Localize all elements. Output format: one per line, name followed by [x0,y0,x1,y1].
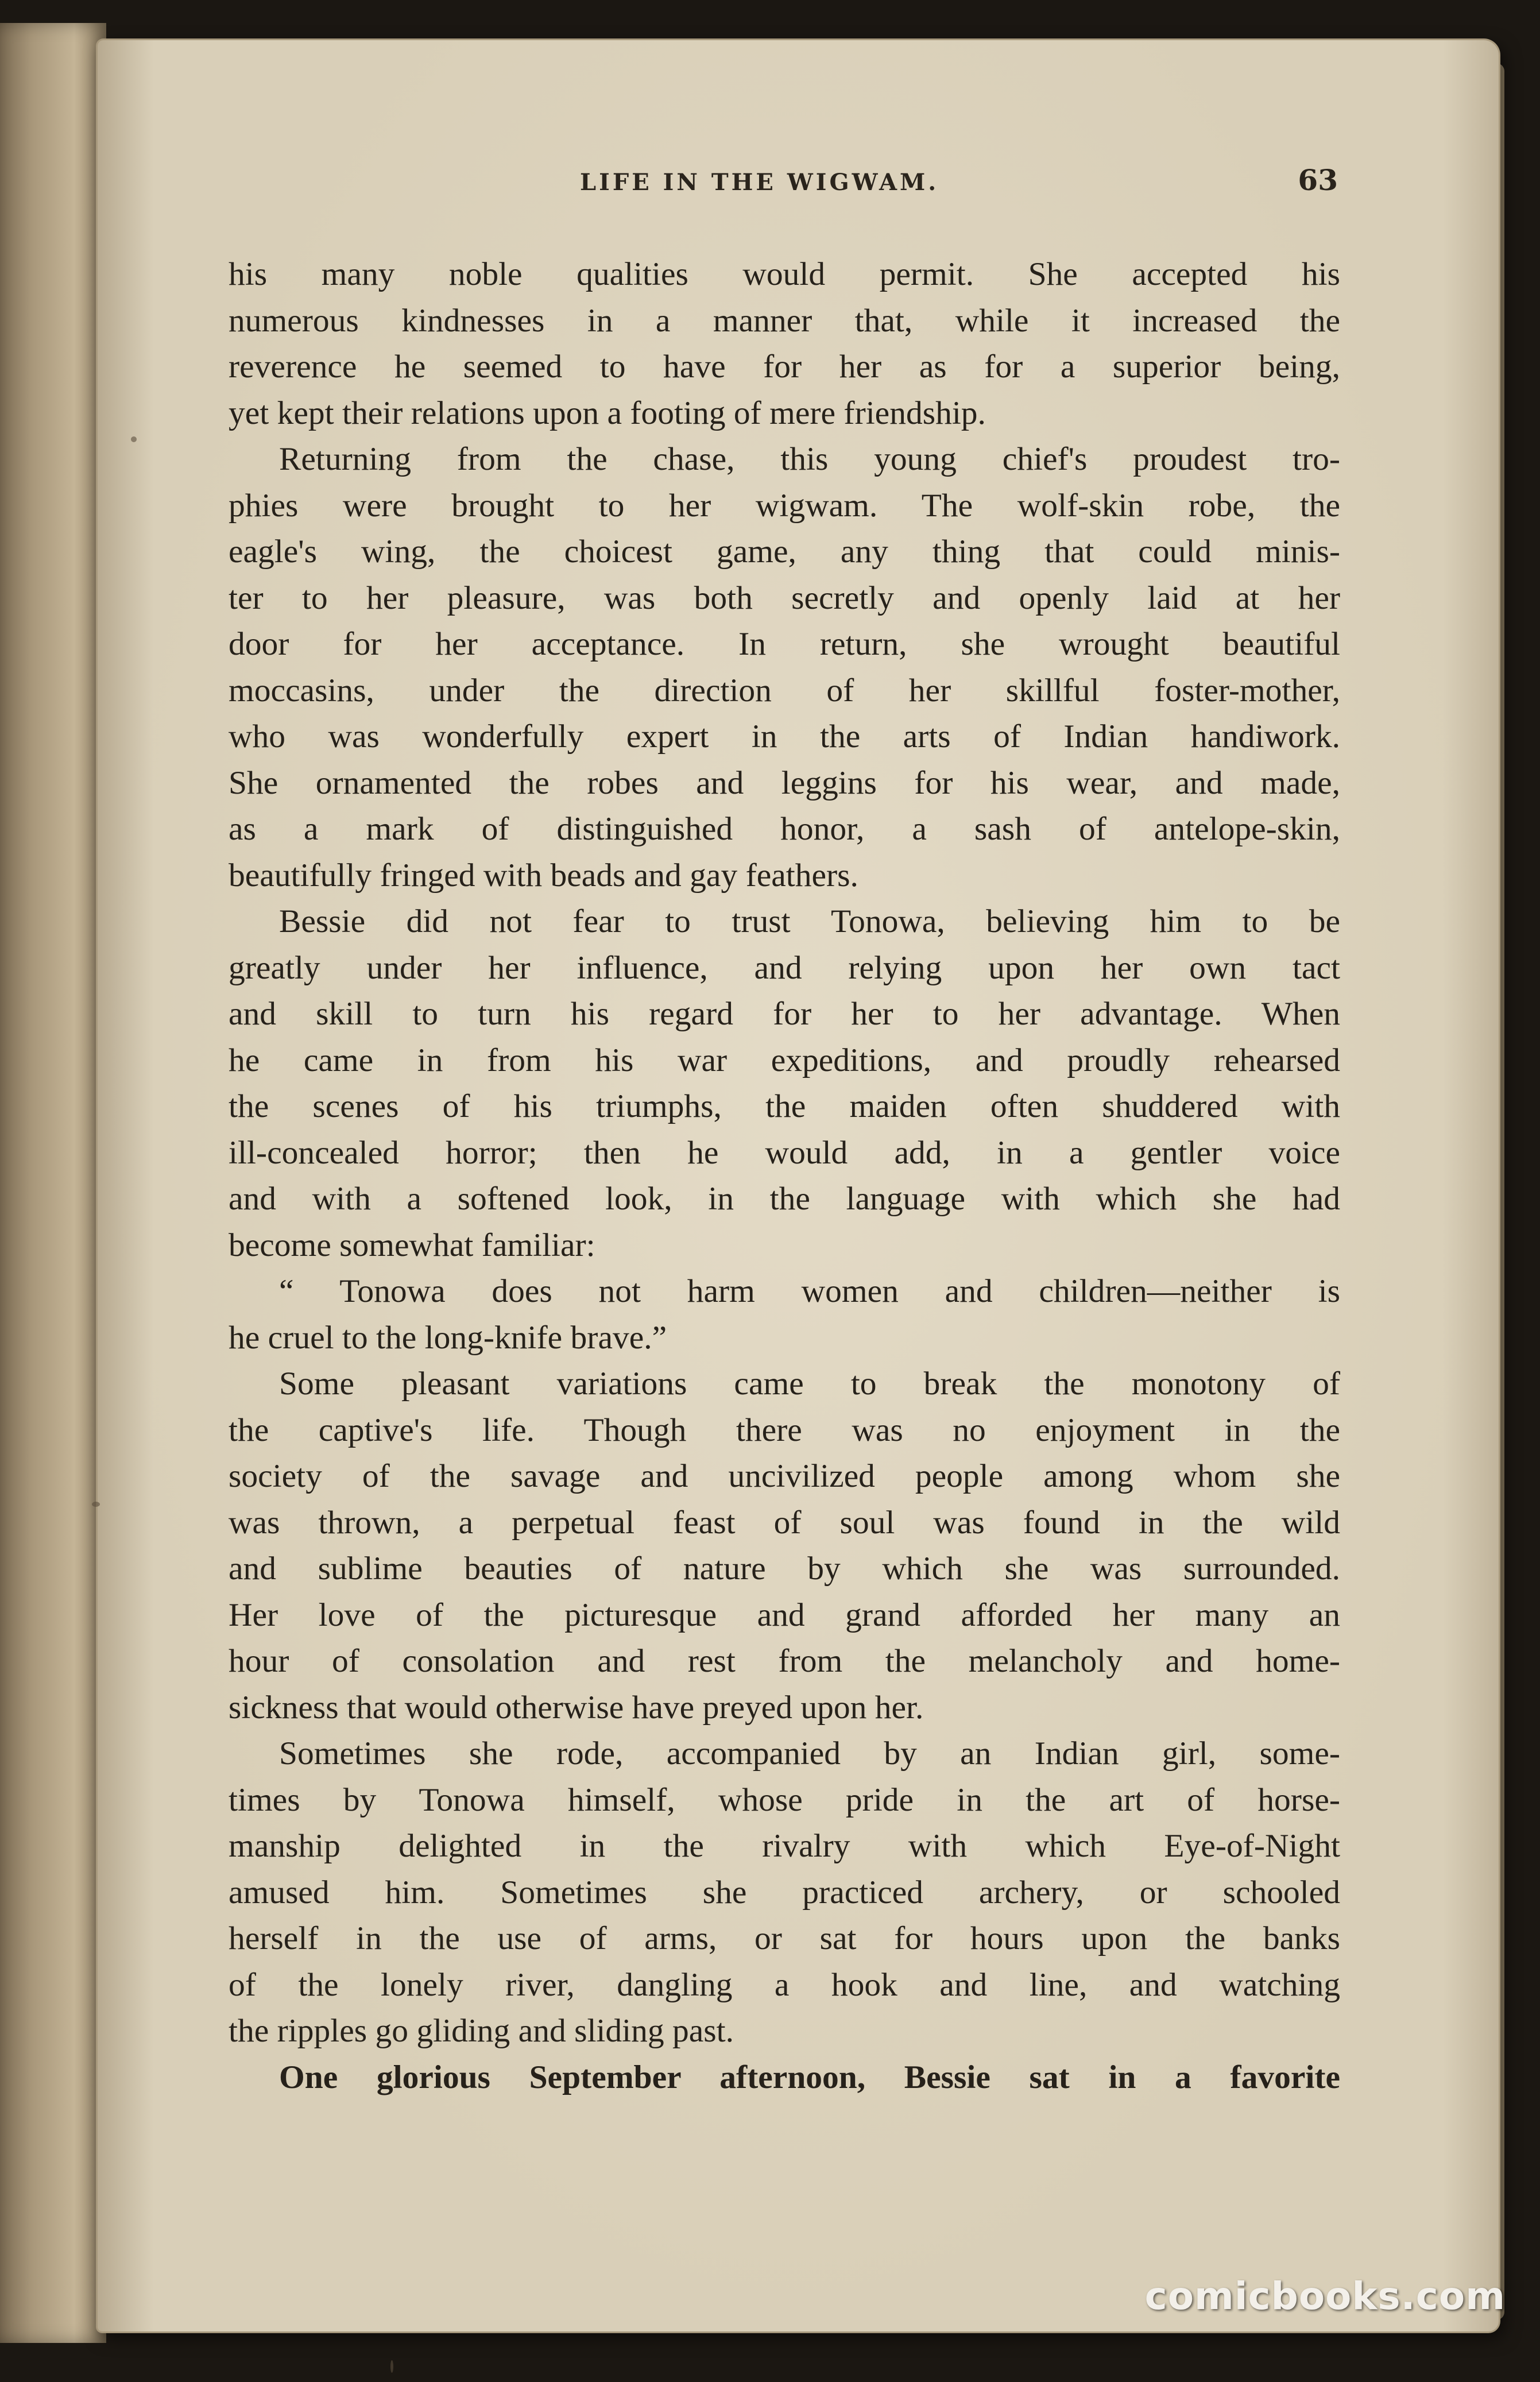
text-line: herself in the use of arms, or sat for hours upon the banks [229,1920,1340,1956]
text-line: reverence he seemed to have for her as for a superior being, [229,349,1340,385]
text-line: and sublime beauties of nature by which she was surrounded. [229,1550,1340,1587]
text-line: beautifully fringed with beads and gay feathers. [229,857,858,894]
text-line: Returning from the chase, this young chief's proudest tro- [279,441,1340,477]
text-line: door for her acceptance. In return, she wrought beautiful [229,626,1340,662]
text-line: of the lonely river, dangling a hook and line, and watching [229,1966,1340,2003]
text-line: ill-concealed horror; then he would add, in a gentler voice [229,1134,1340,1171]
text-line: hour of consolation and rest from the melancholy and home- [229,1643,1340,1679]
text-line: become somewhat familiar: [229,1227,595,1263]
text-line: greatly under her influence, and relying upon her own tact [229,949,1340,986]
text-line: who was wonderfully expert in the arts of Indian handiwork. [229,718,1340,755]
text-line: amused him. Sometimes she practiced archery, or schooled [229,1874,1340,1911]
text-line: the ripples go gliding and sliding past. [229,2013,734,2049]
running-head-title: LIFE IN THE WIGWAM. [580,169,939,196]
text-line: yet kept their relations upon a footing of mere friendship. [229,395,986,431]
facing-page-edge [0,23,106,2343]
body-text [229,252,1340,2101]
text-line: he cruel to the long-knife brave.” [229,1319,667,1356]
text-line: numerous kindnesses in a manner that, while it increased the [229,302,1340,339]
text-line: ter to her pleasure, was both secretly and openly laid at her [229,579,1340,616]
paper-speck [92,1502,100,1507]
text-line: phies were brought to her wigwam. The wolf-skin robe, the [229,487,1340,524]
text-line: “ Tonowa does not harm women and children—neither is [279,1273,1340,1309]
text-line: society of the savage and uncivilized people among whom she [229,1458,1340,1494]
text-line: and with a softened look, in the language with which she had [229,1181,1340,1217]
text-line: Some pleasant variations came to break the monotony of [279,1366,1340,1402]
text-line: She ornamented the robes and leggins for his wear, and made, [229,764,1340,801]
text-line: he came in from his war expeditions, and proudly rehearsed [229,1042,1340,1078]
running-head [230,165,1338,206]
paper-speck [131,436,137,442]
text-line: his many noble qualities would permit. She accepted his [229,256,1340,292]
text-line: times by Tonowa himself, whose pride in the art of horse- [229,1781,1340,1818]
text-line: One glorious September afternoon, Bessie sat in a favorite [279,2059,1340,2095]
watermark-text: comicbooks.com [1144,2274,1506,2318]
text-line: as a mark of distinguished honor, a sash of antelope-skin, [229,811,1340,847]
text-line: manship delighted in the rivalry with which Eye-of-Night [229,1828,1340,1864]
text-line: sickness that would otherwise have preyed upon her. [229,1689,924,1726]
text-line: moccasins, under the direction of her skillful foster-mother, [229,672,1340,709]
text-line: the captive's life. Though there was no enjoyment in the [229,1412,1340,1448]
text-line: the scenes of his triumphs, the maiden often shuddered with [229,1088,1340,1124]
text-line: Bessie did not fear to trust Tonowa, believing him to be [279,903,1340,939]
text-line: and skill to turn his regard for her to her advantage. When [229,996,1340,1032]
text-line: was thrown, a perpetual feast of soul was found in the wild [229,1504,1340,1541]
text-line: Her love of the picturesque and grand afforded her many an [229,1596,1340,1633]
page-number: 63 [1298,163,1338,197]
paper-speck [390,2360,393,2373]
text-line: Sometimes she rode, accompanied by an Indian girl, some- [279,1735,1340,1772]
text-line: eagle's wing, the choicest game, any thing that could minis- [229,533,1340,570]
